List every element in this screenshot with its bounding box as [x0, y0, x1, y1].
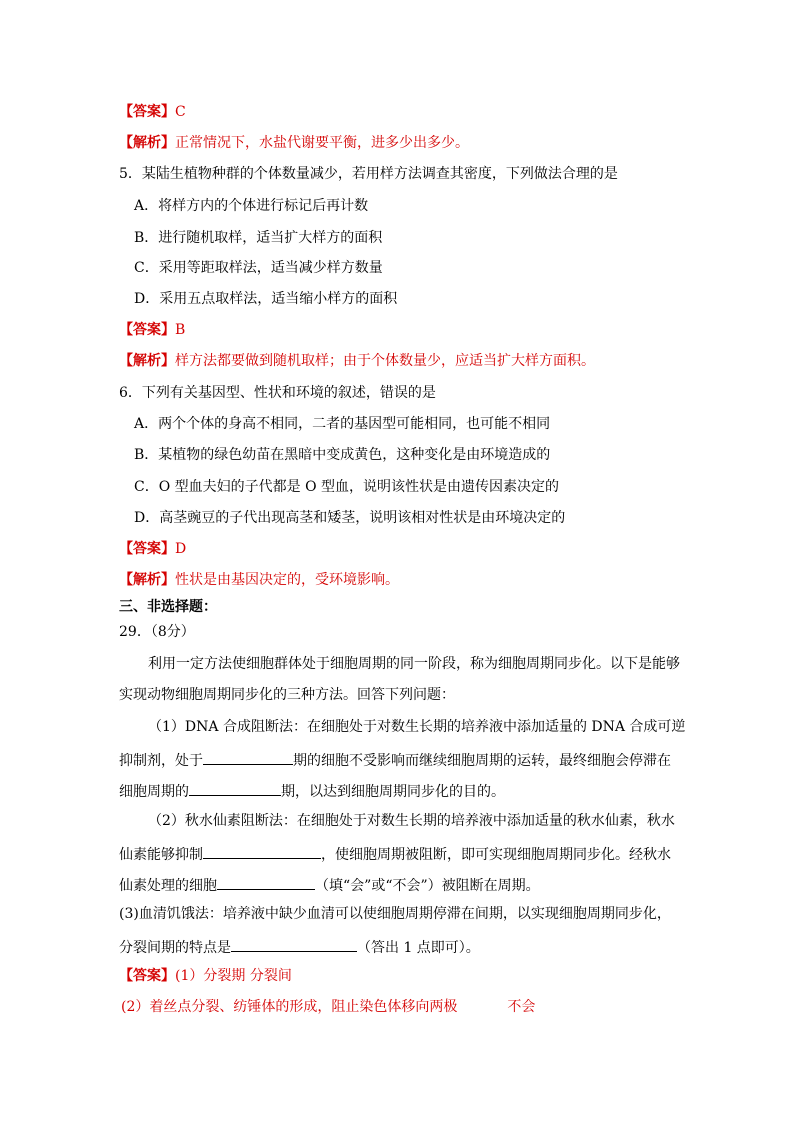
answer-value: D	[175, 541, 187, 557]
answer-label: 【答案】	[119, 541, 175, 557]
answer-label: 【答案】	[119, 104, 175, 120]
q29-intro-line-1: 利用一定方法使细胞群体处于细胞周期的同一阶段，称为细胞周期同步化。以下是能够	[148, 656, 680, 672]
q29-part2-text-a: 仙素能够抑制	[119, 847, 203, 863]
q5-stem: 5．某陆生植物种群的个体数量减少，若用样方法调查其密度，下列做法合理的是	[119, 166, 618, 182]
q6-answer-line	[119, 539, 186, 559]
q5-analysis-line	[119, 351, 595, 371]
q29-part2-text-c: 仙素处理的细胞	[119, 878, 217, 894]
q29-part2-line-1: （2）秋水仙素阻断法：在细胞处于对数生长期的培养液中添加适量的秋水仙素，秋水	[148, 813, 675, 829]
answer-part-2: (2）着丝点分裂、纺锤体的形成，阻止染色体移向两极	[121, 999, 458, 1015]
q29-part1-line-1: （1）DNA 合成阻断法：在细胞处于对数生长期的培养液中添加适量的 DNA 合成可逆	[148, 719, 686, 735]
answer-value: C	[175, 104, 186, 120]
q5-answer-line	[119, 320, 185, 340]
q5-option-b: B．进行随机取样，适当扩大样方的面积	[134, 230, 383, 246]
section-heading: 三、非选择题：	[119, 599, 217, 615]
q29-intro-line-2: 实现动物细胞周期同步化的三种方法。回答下列问题：	[119, 687, 455, 703]
analysis-text: 正常情况下，水盐代谢要平衡，进多少出多少。	[175, 135, 469, 151]
q6-option-d: D．高茎豌豆的子代出现高茎和矮茎，说明该相对性状是由环境决定的	[134, 510, 566, 526]
answer-part-1: (1）分裂期 分裂间	[175, 968, 292, 984]
q6-option-c: C．O 型血夫妇的子代都是 O 型血，说明该性状是由遗传因素决定的	[134, 479, 560, 495]
q6-option-b: B．某植物的绿色幼苗在黑暗中变成黄色，这种变化是由环境造成的	[134, 447, 551, 463]
answer-blank-3[interactable]	[203, 842, 321, 859]
analysis-label: 【解析】	[119, 135, 175, 151]
analysis-label: 【解析】	[119, 353, 175, 369]
q29-part3-text-b: （答出 1 点即可）。	[357, 940, 480, 956]
q29-number: 29．（8分）	[119, 624, 195, 640]
q29-part2-line-3	[119, 873, 540, 896]
answer-label: 【答案】	[119, 322, 175, 338]
q5-option-d: D．采用五点取样法，适当缩小样方的面积	[134, 291, 398, 307]
answer-value: B	[175, 322, 186, 338]
q29-answer-line-2	[121, 997, 535, 1017]
analysis-text: 性状是由基因决定的，受环境影响。	[175, 572, 399, 588]
q29-part2-line-2	[119, 842, 671, 865]
q29-part2-text-b: ，使细胞周期被阻断，即可实现细胞周期同步化。经秋水	[321, 847, 671, 863]
q6-analysis-line	[119, 570, 399, 590]
q29-part3-text-a: 分裂间期的特点是	[119, 940, 231, 956]
q6-stem: 6．下列有关基因型、性状和环境的叙述，错误的是	[119, 385, 436, 401]
answer-blank-1[interactable]	[203, 748, 293, 765]
q29-part3-line-2	[119, 935, 480, 958]
q4-answer-line	[119, 102, 186, 122]
q5-option-a: A．将样方内的个体进行标记后再计数	[134, 198, 369, 214]
q5-option-c: C．采用等距取样法，适当减少样方数量	[134, 260, 383, 276]
answer-part-2-choice: 不会	[507, 999, 536, 1015]
q29-answer-line-1	[119, 966, 292, 986]
q4-analysis-line	[119, 133, 469, 153]
analysis-label: 【解析】	[119, 572, 175, 588]
q29-part1-text-d: 期，以达到细胞周期同步化的目的。	[281, 784, 505, 800]
q29-part1-line-2	[119, 748, 671, 771]
analysis-text: 样方法都要做到随机取样；由于个体数量少，应适当扩大样方面积。	[175, 353, 595, 369]
q29-part2-text-d: （填“会”或“不会”）被阻断在周期。	[315, 878, 540, 894]
answer-blank-5[interactable]	[231, 935, 357, 952]
q29-part1-text-c: 细胞周期的	[119, 784, 189, 800]
answer-blank-4[interactable]	[217, 873, 315, 890]
q29-part3-line-1: (3)血清饥饿法：培养液中缺少血清可以使细胞周期停滞在间期，以实现细胞周期同步化，	[119, 906, 671, 922]
q29-part1-line-3	[119, 779, 505, 802]
answer-label: 【答案】	[119, 968, 175, 984]
q29-part1-text-b: 期的细胞不受影响而继续细胞周期的运转，最终细胞会停滞在	[293, 753, 671, 769]
answer-blank-2[interactable]	[189, 779, 281, 796]
q29-part1-text-a: 抑制剂，处于	[119, 753, 203, 769]
q6-option-a: A．两个个体的身高不相同，二者的基因型可能相同，也可能不相同	[134, 416, 551, 432]
